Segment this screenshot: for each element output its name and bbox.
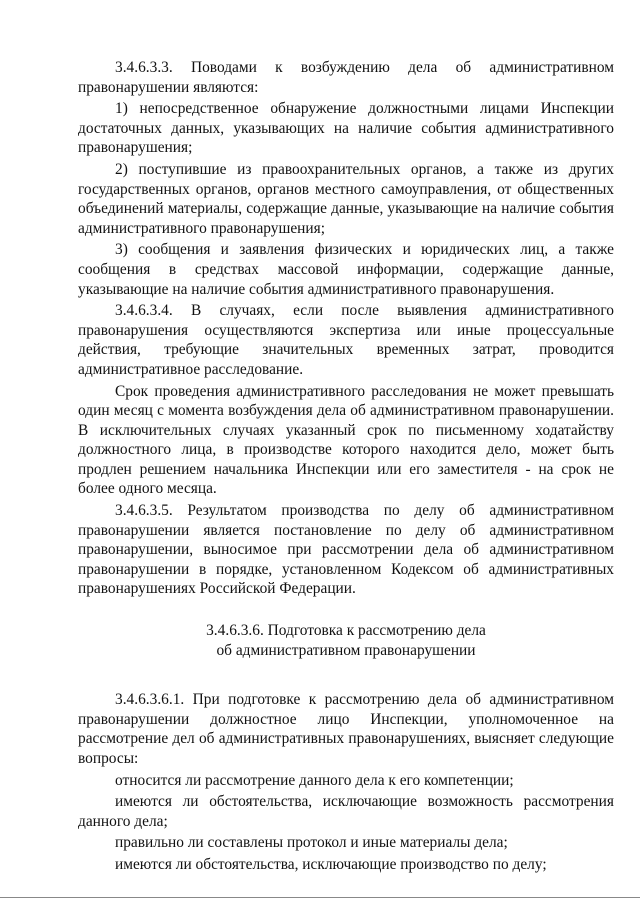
paragraph-3-4-6-3-5: 3.4.6.3.5. Результатом производства по делу об административном правонарушении является постановление по делу об административном правонарушении, выносимое при рассмотрении дела об административном правонарушении в порядке, установленном Кодексом об административных правонарушениях Российской Федерации. — [78, 502, 614, 598]
paragraph-3-4-6-3-4: 3.4.6.3.4. В случаях, если после выявления административного правонарушения осуществляются экспертиза или иные процессуальные действия, требующие значительных временных затрат, проводится административное расследование. — [78, 302, 614, 378]
section-heading-line1: 3.4.6.3.6. Подготовка к рассмотрению дела — [206, 622, 486, 640]
document-page — [78, 58, 614, 875]
paragraph-3-4-6-3-6-1: 3.4.6.3.6.1. При подготовке к рассмотрению дела об административном правонарушении должностное лицо Инспекции, уполномоченное на рассмотрение дел об административных правонарушениях, выясняет следующие вопросы: — [78, 691, 614, 767]
paragraph-investigation-term: Срок проведения административного расследования не может превышать один месяц с момента возбуждения дела об административном правонарушении. В исключительных случаях указанный срок по письменному ходатайству должностного лица, в производстве которого находится дело, может быть продлен решением начальника Инспекции или его заместителя - на срок не более одного месяца. — [78, 382, 614, 498]
section-heading — [78, 621, 614, 660]
question-circumstances-review: имеются ли обстоятельства, исключающие возможность рассмотрения данного дела; — [78, 793, 614, 830]
paragraph-3-4-6-3-3: 3.4.6.3.3. Поводами к возбуждению дела об административном правонарушении являются: — [78, 59, 614, 96]
list-item-2: 2) поступившие из правоохранительных органов, а также из других государственных органов, органов местного самоуправления, от общественных объединений материалы, содержащие данные, указывающие на наличие события административного правонарушения; — [78, 160, 614, 237]
section-heading-line2: об административном правонарушении — [216, 641, 476, 659]
question-protocol: правильно ли составлены протокол и иные материалы дела; — [115, 834, 508, 852]
list-item-1: 1) непосредственное обнаружение должностными лицами Инспекции достаточных данных, указывающих на наличие события административного правонарушения; — [78, 100, 614, 157]
question-competence: относится ли рассмотрение данного дела к его компетенции; — [115, 771, 514, 789]
question-circumstances-proceedings: имеются ли обстоятельства, исключающие производство по делу; — [115, 855, 547, 873]
list-item-3: 3) сообщения и заявления физических и юридических лиц, а также сообщения в средствах массовой информации, содержащие данные, указывающие на наличие события административного правонарушения. — [78, 241, 614, 298]
page-bottom-edge — [0, 897, 640, 898]
